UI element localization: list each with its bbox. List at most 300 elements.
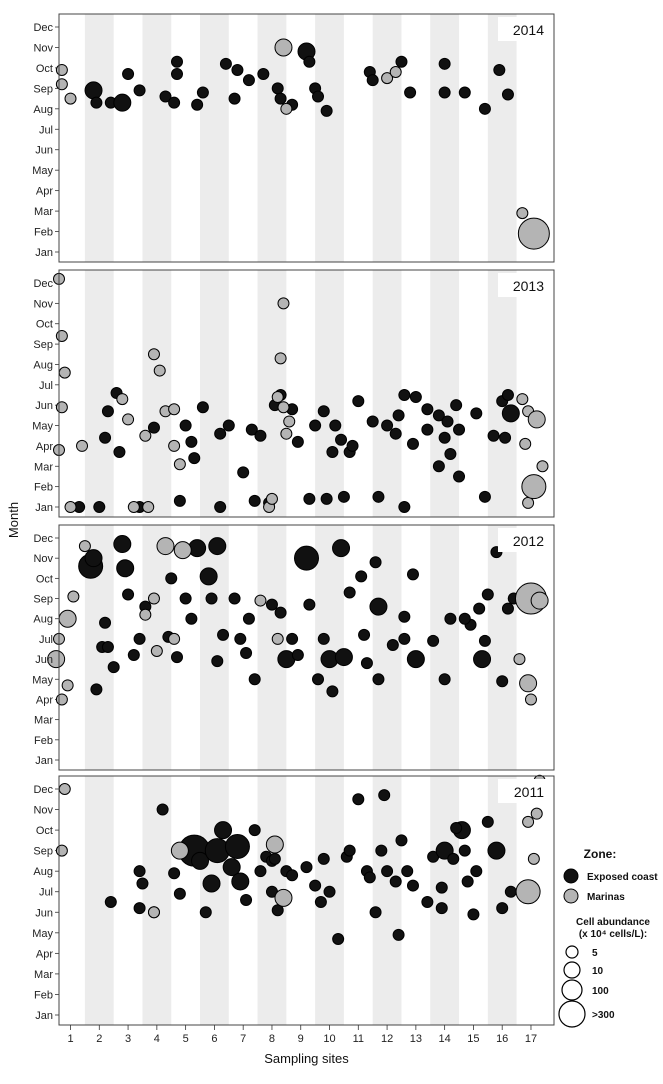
month-tick-label: Jan (35, 1010, 53, 1022)
exposed-coast-point (275, 607, 286, 618)
exposed-coast-point (255, 430, 266, 441)
exposed-coast-point (439, 674, 450, 685)
exposed-coast-point (497, 903, 508, 914)
exposed-coast-point (94, 502, 105, 513)
exposed-coast-point (192, 99, 203, 110)
exposed-coast-point (315, 897, 326, 908)
marinas-point (516, 880, 540, 904)
marinas-point (531, 592, 548, 609)
legend-size-circle (564, 962, 580, 978)
legend-size-circle (559, 1001, 585, 1027)
month-tick-label: Sep (33, 845, 53, 858)
month-tick-label: Jul (38, 886, 53, 899)
exposed-coast-point (482, 816, 493, 827)
site-shade-band (200, 525, 229, 770)
site-shade-band (142, 270, 171, 517)
month-tick-label: Jul (38, 633, 53, 646)
exposed-coast-point (390, 876, 401, 887)
marinas-point (169, 440, 180, 451)
exposed-coast-point (399, 633, 410, 644)
exposed-coast-point (206, 593, 217, 604)
exposed-coast-point (117, 560, 134, 577)
exposed-coast-point (422, 404, 433, 415)
marinas-point (174, 542, 191, 559)
marinas-point (128, 502, 139, 513)
exposed-coast-point (451, 400, 462, 411)
month-tick-label: Feb (34, 226, 53, 239)
month-tick-label: Aug (33, 103, 53, 116)
exposed-coast-point (494, 64, 505, 75)
panel-2014 (55, 14, 554, 262)
site-shade-band (373, 14, 402, 262)
exposed-coast-point (102, 406, 113, 417)
exposed-coast-point (229, 593, 240, 604)
site-tick-label: 6 (211, 1033, 218, 1045)
exposed-coast-point (249, 674, 260, 685)
site-tick-label: 14 (438, 1033, 451, 1045)
exposed-coast-point (474, 603, 485, 614)
exposed-coast-point (462, 876, 473, 887)
site-shade-band (430, 776, 459, 1025)
site-shade-band (373, 776, 402, 1025)
exposed-coast-point (304, 599, 315, 610)
marinas-point (266, 493, 277, 504)
exposed-coast-point (180, 593, 191, 604)
panel-background (59, 270, 554, 517)
exposed-coast-point (370, 907, 381, 918)
exposed-coast-point (330, 420, 341, 431)
exposed-coast-point (382, 866, 393, 877)
exposed-coast-point (292, 650, 303, 661)
month-tick-label: Nov (33, 804, 53, 817)
exposed-coast-point (396, 835, 407, 846)
marinas-point (59, 784, 70, 795)
marinas-point (56, 845, 67, 856)
marinas-point (255, 595, 266, 606)
exposed-coast-point (243, 613, 254, 624)
exposed-coast-point (114, 94, 131, 111)
marinas-point (148, 907, 159, 918)
exposed-coast-point (301, 862, 312, 873)
marinas-point (171, 842, 188, 859)
exposed-coast-point (215, 428, 226, 439)
exposed-coast-point (134, 85, 145, 96)
exposed-coast-point (209, 538, 226, 555)
site-tick-label: 9 (297, 1033, 304, 1045)
month-tick-label: Mar (34, 461, 53, 474)
marinas-point (284, 416, 295, 427)
marinas-point (56, 694, 67, 705)
y-axis-title: Month (6, 501, 21, 539)
month-tick-label: May (32, 165, 53, 178)
marinas-point (56, 79, 67, 90)
site-shade-band (488, 14, 517, 262)
exposed-coast-point (200, 568, 217, 585)
month-tick-label: May (32, 674, 53, 687)
year-label: 2011 (513, 784, 544, 800)
exposed-coast-point (382, 420, 393, 431)
month-tick-label: Apr (35, 948, 53, 961)
x-axis-title: Sampling sites (264, 1051, 349, 1066)
marinas-point (65, 93, 76, 104)
legend-exposed-label: Exposed coast (587, 872, 658, 883)
month-tick-label: Jan (35, 502, 53, 514)
exposed-coast-point (359, 629, 370, 640)
exposed-coast-point (333, 540, 350, 557)
exposed-coast-point (235, 633, 246, 644)
exposed-coast-point (396, 56, 407, 67)
exposed-coast-point (433, 461, 444, 472)
legend-exposed-swatch (564, 869, 578, 883)
marinas-point (68, 591, 79, 602)
exposed-coast-point (502, 390, 513, 401)
month-tick-label: May (32, 420, 53, 433)
exposed-coast-point (134, 866, 145, 877)
exposed-coast-point (361, 658, 372, 669)
exposed-coast-point (295, 546, 319, 570)
month-tick-label: Jun (35, 400, 53, 413)
marinas-point (266, 836, 283, 853)
exposed-coast-point (180, 420, 191, 431)
exposed-coast-point (304, 56, 315, 67)
exposed-coast-point (171, 56, 182, 67)
exposed-coast-point (333, 933, 344, 944)
exposed-coast-point (479, 635, 490, 646)
exposed-coast-point (105, 897, 116, 908)
exposed-coast-point (238, 467, 249, 478)
month-tick-label: Apr (35, 694, 53, 707)
exposed-coast-point (189, 453, 200, 464)
exposed-coast-point (497, 676, 508, 687)
exposed-coast-point (134, 903, 145, 914)
month-tick-label: Aug (33, 613, 53, 626)
exposed-coast-point (407, 651, 424, 668)
marinas-point (275, 889, 292, 906)
site-tick-label: 5 (182, 1033, 189, 1045)
exposed-coast-point (321, 493, 332, 504)
month-tick-label: Feb (34, 734, 53, 747)
month-tick-label: Nov (33, 298, 53, 311)
exposed-coast-point (186, 613, 197, 624)
exposed-coast-point (393, 410, 404, 421)
exposed-coast-point (448, 853, 459, 864)
exposed-coast-point (128, 650, 139, 661)
marinas-point (520, 675, 537, 692)
legend-size-subtitle: (x 10⁴ cells/L): (578, 929, 648, 940)
exposed-coast-point (123, 69, 134, 80)
legend-size-label: >300 (592, 1010, 615, 1021)
exposed-coast-point (91, 97, 102, 108)
exposed-coast-point (474, 651, 491, 668)
exposed-coast-point (387, 639, 398, 650)
marinas-point (528, 853, 539, 864)
exposed-coast-point (405, 87, 416, 98)
exposed-coast-point (269, 853, 280, 864)
exposed-coast-point (373, 491, 384, 502)
marinas-point (514, 654, 525, 665)
marinas-point (123, 414, 134, 425)
exposed-coast-point (171, 652, 182, 663)
marinas-point (522, 475, 546, 499)
month-tick-label: Jun (35, 654, 53, 667)
month-tick-label: Feb (34, 481, 53, 494)
exposed-coast-point (459, 87, 470, 98)
exposed-coast-point (225, 835, 249, 859)
marinas-point (517, 394, 528, 405)
exposed-coast-point (174, 888, 185, 899)
marinas-point (390, 67, 401, 78)
site-tick-label: 16 (496, 1033, 509, 1045)
exposed-coast-point (422, 424, 433, 435)
marinas-point (148, 349, 159, 360)
exposed-coast-point (203, 875, 220, 892)
month-tick-label: Jun (35, 144, 53, 157)
month-tick-label: Sep (33, 83, 53, 96)
marinas-point (281, 103, 292, 114)
exposed-coast-point (313, 91, 324, 102)
exposed-coast-point (232, 64, 243, 75)
site-shade-band (315, 270, 344, 517)
exposed-coast-point (502, 89, 513, 100)
exposed-coast-point (335, 649, 352, 666)
exposed-coast-point (442, 416, 453, 427)
marinas-point (59, 610, 76, 627)
exposed-coast-point (218, 629, 229, 640)
exposed-coast-point (402, 866, 413, 877)
exposed-coast-point (390, 428, 401, 439)
exposed-coast-point (85, 550, 102, 567)
exposed-coast-point (169, 868, 180, 879)
exposed-coast-point (215, 502, 226, 513)
marinas-point (117, 394, 128, 405)
exposed-coast-point (344, 587, 355, 598)
exposed-coast-point (241, 894, 252, 905)
exposed-coast-point (318, 406, 329, 417)
exposed-coast-point (505, 886, 516, 897)
exposed-coast-point (399, 390, 410, 401)
exposed-coast-point (232, 873, 249, 890)
exposed-coast-point (123, 589, 134, 600)
site-tick-label: 2 (96, 1033, 103, 1045)
site-shade-band (258, 525, 287, 770)
site-shade-band (373, 270, 402, 517)
exposed-coast-point (439, 58, 450, 69)
marinas-point (77, 440, 88, 451)
month-tick-label: Dec (33, 784, 53, 796)
marinas-point (56, 64, 67, 75)
site-shade-band (85, 270, 114, 517)
marinas-point (65, 502, 76, 513)
exposed-coast-point (157, 804, 168, 815)
exposed-coast-point (488, 842, 505, 859)
marinas-point (523, 816, 534, 827)
marinas-point (275, 353, 286, 364)
exposed-coast-point (370, 557, 381, 568)
exposed-coast-point (488, 430, 499, 441)
marinas-point (56, 330, 67, 341)
month-tick-label: Mar (34, 714, 53, 727)
month-tick-label: Dec (33, 278, 53, 290)
month-tick-label: Aug (33, 359, 53, 372)
month-tick-label: May (32, 927, 53, 940)
site-tick-label: 13 (409, 1033, 422, 1045)
panel-2012 (48, 525, 554, 770)
exposed-coast-point (266, 599, 277, 610)
exposed-coast-point (439, 87, 450, 98)
exposed-coast-point (376, 845, 387, 856)
exposed-coast-point (243, 75, 254, 86)
month-tick-label: Jan (35, 247, 53, 259)
panel-2011 (55, 775, 554, 1025)
exposed-coast-point (454, 424, 465, 435)
marinas-point (272, 633, 283, 644)
exposed-coast-point (454, 471, 465, 482)
month-tick-label: Aug (33, 866, 53, 879)
marinas-point (537, 461, 548, 472)
month-tick-label: Oct (35, 825, 53, 838)
exposed-coast-point (336, 434, 347, 445)
month-tick-label: Dec (33, 22, 53, 34)
marinas-point (148, 593, 159, 604)
exposed-coast-point (445, 449, 456, 460)
marinas-point (278, 402, 289, 413)
year-label: 2014 (512, 22, 544, 38)
exposed-coast-point (212, 656, 223, 667)
exposed-coast-point (379, 790, 390, 801)
exposed-coast-point (407, 880, 418, 891)
exposed-coast-point (255, 866, 266, 877)
legend-size-label: 10 (592, 966, 604, 977)
exposed-coast-point (468, 909, 479, 920)
site-shade-band (430, 525, 459, 770)
exposed-coast-point (249, 825, 260, 836)
exposed-coast-point (407, 438, 418, 449)
site-tick-label: 3 (125, 1033, 132, 1045)
exposed-coast-point (108, 662, 119, 673)
marinas-point (154, 365, 165, 376)
month-tick-label: Mar (34, 968, 53, 981)
exposed-coast-point (249, 495, 260, 506)
marinas-point (56, 402, 67, 413)
site-shade-band (142, 14, 171, 262)
exposed-coast-point (100, 617, 111, 628)
exposed-coast-point (241, 648, 252, 659)
exposed-coast-point (353, 396, 364, 407)
exposed-coast-point (393, 929, 404, 940)
exposed-coast-point (373, 674, 384, 685)
exposed-coast-point (166, 573, 177, 584)
exposed-coast-point (482, 589, 493, 600)
exposed-coast-point (324, 886, 335, 897)
exposed-coast-point (364, 872, 375, 883)
exposed-coast-point (304, 493, 315, 504)
exposed-coast-point (137, 878, 148, 889)
marinas-point (140, 609, 151, 620)
month-tick-label: Oct (35, 318, 53, 331)
year-label: 2013 (512, 278, 544, 294)
month-tick-label: Jun (35, 907, 53, 920)
exposed-coast-point (407, 569, 418, 580)
month-tick-label: Mar (34, 206, 53, 219)
exposed-coast-point (114, 536, 131, 553)
month-tick-label: Oct (35, 62, 53, 75)
exposed-coast-point (85, 82, 102, 99)
exposed-coast-point (321, 105, 332, 116)
exposed-coast-point (471, 866, 482, 877)
marinas-point (143, 502, 154, 513)
exposed-coast-point (399, 611, 410, 622)
month-tick-label: Jan (35, 755, 53, 767)
exposed-coast-point (91, 684, 102, 695)
year-label: 2012 (512, 533, 544, 549)
exposed-coast-point (471, 408, 482, 419)
exposed-coast-point (422, 897, 433, 908)
exposed-coast-point (310, 420, 321, 431)
exposed-coast-point (215, 822, 232, 839)
marinas-point (151, 646, 162, 657)
site-tick-label: 7 (240, 1033, 247, 1045)
site-tick-label: 15 (467, 1033, 480, 1045)
month-tick-label: Nov (33, 553, 53, 566)
marinas-point (275, 39, 292, 56)
month-tick-label: Apr (35, 440, 53, 453)
exposed-coast-point (313, 674, 324, 685)
site-shade-band (488, 776, 517, 1025)
exposed-coast-point (186, 436, 197, 447)
exposed-coast-point (318, 853, 329, 864)
month-tick-label: Sep (33, 339, 53, 352)
exposed-coast-point (318, 633, 329, 644)
marinas-point (272, 392, 283, 403)
site-tick-label: 10 (323, 1033, 336, 1045)
exposed-coast-point (220, 58, 231, 69)
exposed-coast-point (310, 880, 321, 891)
site-shade-band (85, 14, 114, 262)
exposed-coast-point (171, 69, 182, 80)
marinas-point (278, 298, 289, 309)
exposed-coast-point (258, 69, 269, 80)
exposed-coast-point (344, 845, 355, 856)
exposed-coast-point (436, 903, 447, 914)
site-shade-band (315, 525, 344, 770)
marinas-point (520, 438, 531, 449)
exposed-coast-point (353, 794, 364, 805)
exposed-coast-point (356, 571, 367, 582)
site-shade-band (200, 270, 229, 517)
legend-marinas-swatch (564, 889, 578, 903)
exposed-coast-point (287, 870, 298, 881)
exposed-coast-point (459, 845, 470, 856)
exposed-coast-point (439, 432, 450, 443)
exposed-coast-point (100, 432, 111, 443)
marinas-point (528, 411, 545, 428)
marinas-point (169, 404, 180, 415)
site-shade-band (315, 14, 344, 262)
site-tick-label: 4 (153, 1033, 160, 1045)
site-tick-label: 8 (268, 1033, 276, 1045)
exposed-coast-point (292, 436, 303, 447)
site-tick-label: 1 (67, 1033, 74, 1045)
month-tick-label: Jul (38, 124, 53, 137)
panel-background (59, 776, 554, 1025)
exposed-coast-point (367, 75, 378, 86)
marinas-point (525, 694, 536, 705)
marinas-point (518, 218, 549, 249)
exposed-coast-point (134, 633, 145, 644)
legend-zone-title: Zone: (583, 847, 617, 861)
exposed-coast-point (223, 420, 234, 431)
marinas-point (531, 808, 542, 819)
